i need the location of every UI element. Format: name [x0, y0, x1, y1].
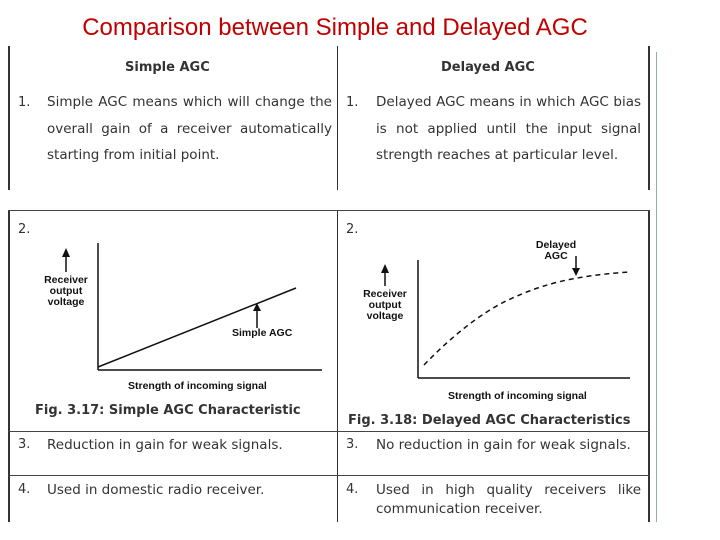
simple-agc-definition: Simple AGC means which will change the overall gain of a receiver automatically starting from initial point.: [47, 94, 332, 163]
row-number: 2.: [18, 222, 31, 237]
table-center-divider: [337, 46, 338, 190]
delayed-agc-usage: Used in high quality receivers like communication receiver.: [376, 482, 641, 517]
row-number: 4.: [346, 482, 359, 497]
row-number: 2.: [346, 222, 359, 237]
simple-agc-gain-reduction: Reduction in gain for weak signals.: [47, 437, 283, 453]
row-number: 1.: [346, 95, 359, 110]
table-right-border: [648, 46, 650, 190]
table-left-border: [8, 46, 10, 190]
delayed-agc-curve-label: Delayed AGC: [535, 239, 577, 262]
simple-agc-ylabel: Receiver output voltage: [44, 274, 88, 308]
row-number: 1.: [18, 95, 31, 110]
delayed-agc-ylabel: Receiver output voltage: [363, 288, 407, 322]
slide-title: Comparison between Simple and Delayed AGC: [82, 14, 588, 41]
header-delayed-agc: Delayed AGC: [441, 60, 535, 75]
delayed-agc-ylabel-arrowhead: [381, 264, 389, 273]
row-number: 3.: [18, 437, 31, 452]
simple-agc-usage: Used in domestic radio receiver.: [47, 482, 265, 498]
simple-agc-ylabel-arrowhead: [62, 248, 70, 257]
row-number: 3.: [346, 437, 359, 452]
simple-agc-curve-label: Simple AGC: [232, 327, 293, 339]
simple-agc-figure-caption: Fig. 3.17: Simple AGC Characteristic: [35, 403, 301, 418]
delayed-agc-label-arrowhead: [572, 268, 580, 276]
row-divider: [8, 475, 650, 476]
header-simple-agc: Simple AGC: [125, 60, 210, 75]
row-divider: [8, 431, 650, 432]
simple-agc-xlabel: Strength of incoming signal: [128, 380, 267, 392]
delayed-agc-definition: Delayed AGC means in which AGC bias is not applied until the input signal strength reaches at particular level.: [376, 94, 641, 163]
row-number: 4.: [18, 482, 31, 497]
delayed-agc-gain-reduction: No reduction in gain for weak signals.: [376, 437, 631, 453]
delayed-agc-xlabel: Strength of incoming signal: [448, 390, 587, 402]
delayed-agc-curve: [424, 272, 630, 365]
delayed-agc-figure-caption: Fig. 3.18: Delayed AGC Characteristics: [348, 413, 631, 428]
